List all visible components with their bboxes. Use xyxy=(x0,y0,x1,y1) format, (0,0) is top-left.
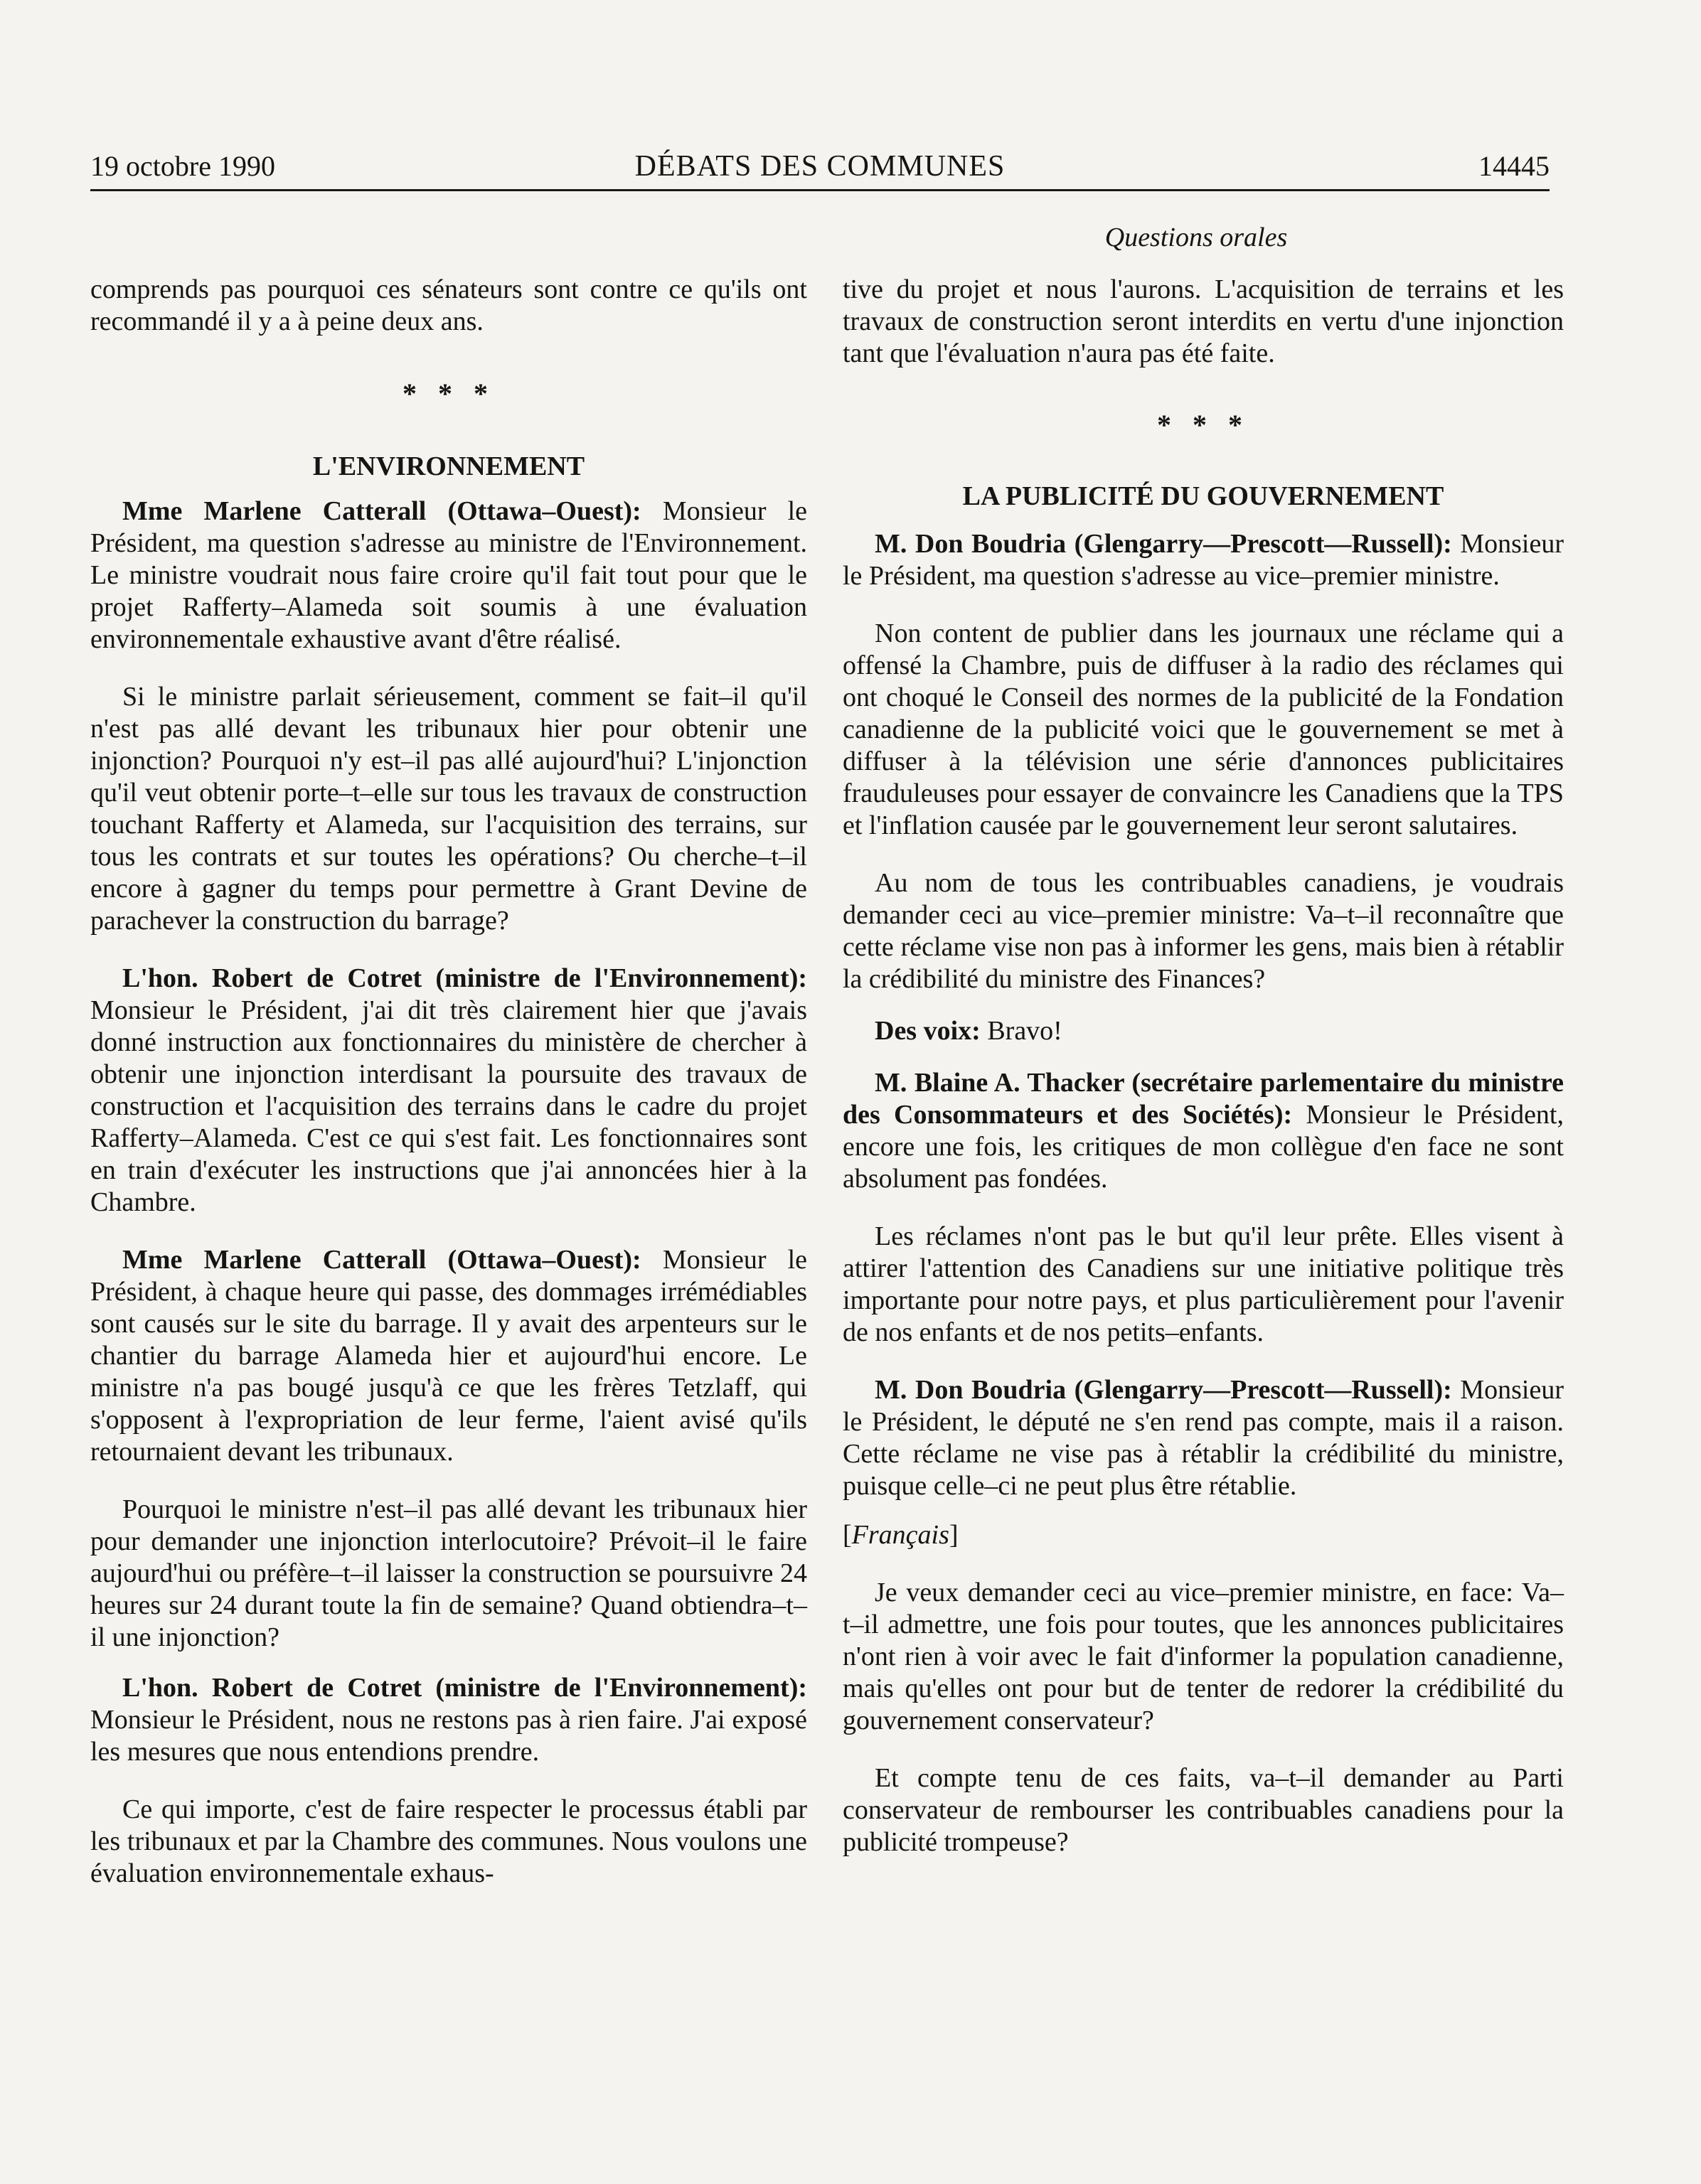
speech-text: Monsieur le Président, nous ne restons pas à rien faire. J'ai exposé les mesures que nous entendions prendre. xyxy=(90,1705,807,1767)
paragraph: Et compte tenu de ces faits, va–t–il demander au Parti conservateur de rembourser les contribuables canadiens pour la publicité trompeuse? xyxy=(843,1763,1564,1857)
paragraph: Pourquoi le ministre n'est–il pas allé devant les tribunaux hier pour demander une injonction interlocutoire? Prévoit–il le faire aujourd'hui ou préfère–t–il laisser la construction se poursuivre 24 heures sur 24 durant toute la fin de semaine? Quand obtiendra–t–il une injonction? xyxy=(90,1494,807,1652)
paragraph xyxy=(843,1015,1564,1047)
paragraph: Non content de publier dans les journaux une réclame qui a offensé la Chambre, puis de diffuser à la radio des réclames qui ont choqué le Conseil des normes de la publicité de la Fondation canadienne de la publicité voici que le gouvernement se met à diffuser à la télévision une série d'annonces publicitaires frauduleuses pour essayer de convaincre les Canadiens que la TPS et l'inflation causée par le gouvernement leur seront salutaires. xyxy=(843,619,1564,840)
speech-text: Monsieur le Président, j'ai dit très clairement hier que j'avais donné instruction aux fonctionnaires du ministère de chercher à obtenir une injonction interdisant la poursuite des travaux de construction et l'acquisition des terrains dans le cadre du projet Rafferty–Alameda. C'est ce qui s'est fait. Les fonctionnaires sont en train d'exécuter les instructions que j'ai annoncées hier à la Chambre. xyxy=(90,995,807,1217)
right-column xyxy=(843,274,1564,1858)
left-column xyxy=(90,274,807,1890)
speaker-name: M. Don Boudria (Glengarry—Prescott—Russell): xyxy=(875,529,1452,559)
paragraph xyxy=(843,1067,1564,1195)
speech-text: Monsieur le Président, ma question s'adresse au ministre de l'Environnement. Le ministre voudrait nous faire croire qu'il fait tout pour que le projet Rafferty–Alameda soit soumis à une évaluation environnementale exhaustive avant d'être réalisé. xyxy=(90,496,807,654)
speaker-name: L'hon. Robert de Cotret (ministre de l'Environnement): xyxy=(122,963,807,993)
header-date: 19 octobre 1990 xyxy=(90,150,275,182)
paragraph xyxy=(90,1244,807,1468)
paragraph: Si le ministre parlait sérieusement, comment se fait–il qu'il n'est pas allé devant les tribunaux hier pour obtenir une injonction? Pourquoi n'y est–il pas allé aujourd'hui? L'injonction qu'il veut obtenir porte–t–elle sur tous les travaux de construction touchant Rafferty et Alameda, sur l'acquisition des terrains, sur tous les contrats et sur toutes les opérations? Ou cherche–t–il encore à gagner du temps pour permettre à Grant Devine de parachever la construction du barrage? xyxy=(90,682,807,936)
speaker-name: M. Don Boudria (Glengarry—Prescott—Russell): xyxy=(875,1375,1452,1405)
section-label: Questions orales xyxy=(1104,223,1288,252)
paragraph xyxy=(90,496,807,655)
paragraph xyxy=(90,1672,807,1768)
paragraph: tive du projet et nous l'aurons. L'acquisition de terrains et les travaux de construction seront interdits en vertu d'une injonction tant que l'évaluation n'aura pas été faite. xyxy=(843,274,1564,368)
paragraph: Les réclames n'ont pas le but qu'il leur prête. Elles visent à attirer l'attention des Canadiens sur une initiative politique très importante pour notre pays, et plus particulièrement pour l'avenir de nos enfants et de nos petits–enfants. xyxy=(843,1221,1564,1347)
speaker-name: Des voix: xyxy=(875,1016,981,1046)
speaker-name: Mme Marlene Catterall (Ottawa–Ouest): xyxy=(122,496,641,526)
paragraph xyxy=(90,963,807,1219)
speaker-name: L'hon. Robert de Cotret (ministre de l'Environnement): xyxy=(122,1673,807,1703)
header-page-number: 14445 xyxy=(1478,150,1550,182)
section-heading: LA PUBLICITÉ DU GOUVERNEMENT xyxy=(962,481,1444,511)
section-heading: L'ENVIRONNEMENT xyxy=(312,451,585,481)
section-separator: * * * xyxy=(1157,409,1249,441)
language-marker xyxy=(843,1519,1564,1551)
speech-text: Monsieur le Président, encore une fois, les critiques de mon collègue d'en face ne sont absolument pas fondées. xyxy=(843,1100,1564,1194)
paragraph: Au nom de tous les contribuables canadiens, je voudrais demander ceci au vice–premier ministre: Va–t–il reconnaître que cette réclame vise non pas à informer les gens, mais bien à rétablir la crédibilité du ministre des Finances? xyxy=(843,868,1564,994)
header-title: DÉBATS DES COMMUNES xyxy=(634,150,1006,183)
speaker-name: Mme Marlene Catterall (Ottawa–Ouest): xyxy=(122,1245,641,1275)
page-header xyxy=(90,146,1550,191)
section-separator: * * * xyxy=(402,378,495,410)
paragraph xyxy=(843,1374,1564,1502)
language-bracket-open: [ xyxy=(843,1520,852,1550)
language-label: Français xyxy=(851,1520,949,1550)
speech-text: Monsieur le Président, à chaque heure qui passe, des dommages irrémédiables sont causés sur le site du barrage. Il y avait des arpenteurs sur le chantier du barrage Alameda hier et aujourd'hui encore. Le ministre n'a pas bougé jusqu'à ce que les frères Tetzlaff, qui s'opposent à l'expropriation de leur ferme, l'aient avisé qu'ils retournaient devant les tribunaux. xyxy=(90,1245,807,1467)
paragraph: Ce qui importe, c'est de faire respecter le processus établi par les tribunaux et par la Chambre des communes. Nous voulons une évaluation environnementale exhaus- xyxy=(90,1794,807,1888)
speech-text: Monsieur le Président, ma question s'adresse au vice–premier ministre. xyxy=(843,529,1564,591)
speech-text: Monsieur le Président, le député ne s'en rend pas compte, mais il a raison. Cette réclame ne vise pas à rétablir la crédibilité du ministre, puisque celle–ci ne peut plus être rétablie. xyxy=(843,1375,1564,1501)
speech-text: Bravo! xyxy=(980,1016,1062,1046)
paragraph: comprends pas pourquoi ces sénateurs sont contre ce qu'ils ont recommandé il y a à peine deux ans. xyxy=(90,274,807,336)
paragraph xyxy=(843,528,1564,592)
language-bracket-close: ] xyxy=(949,1520,959,1550)
paragraph: Je veux demander ceci au vice–premier ministre, en face: Va–t–il admettre, une fois pour toutes, que les annonces publicitaires n'ont rien à voir avec le fait d'informer la population canadienne, mais qu'elles ont pour but de tenter de redorer la crédibilité du gouvernement conservateur? xyxy=(843,1578,1564,1735)
speaker-name: M. Blaine A. Thacker (secrétaire parlementaire du ministre des Consommateurs et des Sociétés): xyxy=(843,1068,1564,1130)
